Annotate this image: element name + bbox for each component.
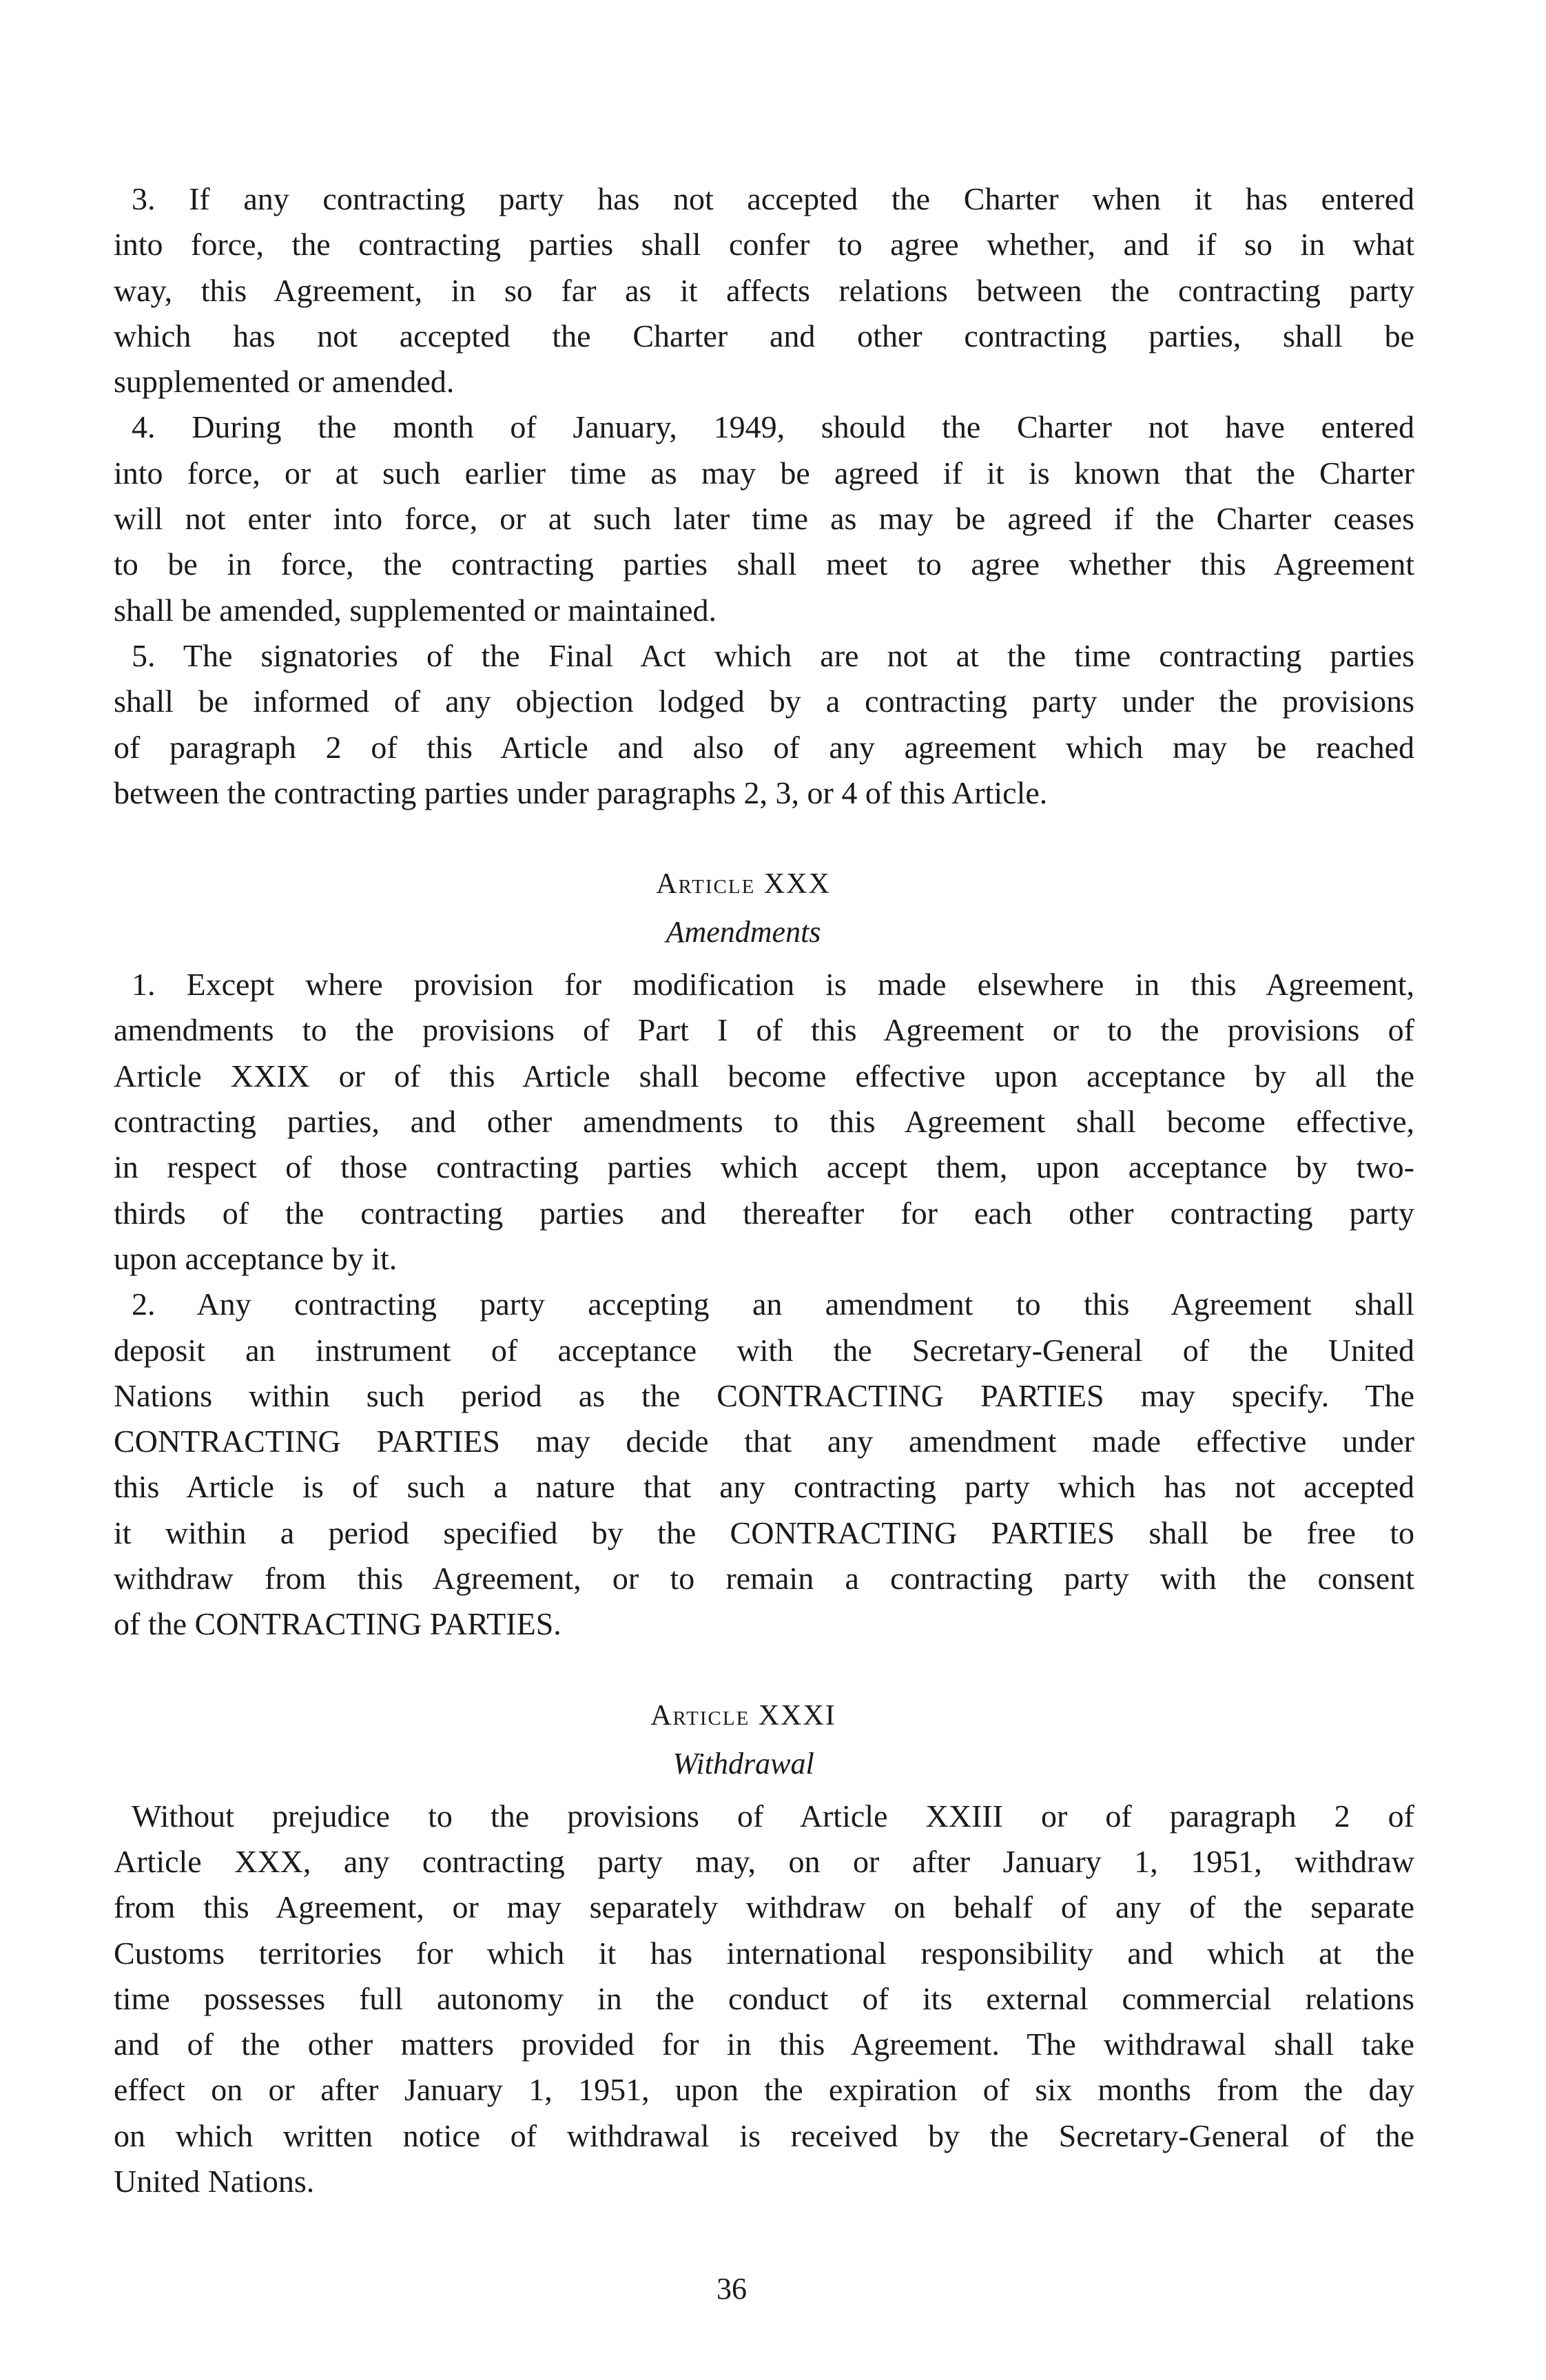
text-line: way, this Agreement, in so far as it affects relations between the contracting party: [114, 272, 1414, 308]
text-line: Nations within such period as the CONTRACTING PARTIES may specify. The: [114, 1377, 1414, 1413]
text-line: withdraw from this Agreement, or to remain a contracting party with the consent: [114, 1561, 1414, 1597]
paragraph: [114, 176, 1414, 404]
document-body: [114, 176, 1414, 2204]
text-line: Customs territories for which it has international responsibility and which at the: [114, 1935, 1414, 1971]
article-title: Withdrawal: [672, 1746, 814, 1781]
text-line: shall be amended, supplemented or maintained.: [114, 592, 717, 628]
paragraph: [114, 1282, 1414, 1647]
text-line: 2. Any contracting party accepting an amendment to this Agreement shall: [132, 1286, 1414, 1322]
page-number: 36: [717, 2272, 747, 2306]
text-line: 3. If any contracting party has not accepted the Charter when it has entered: [132, 181, 1414, 216]
text-line: shall be informed of any objection lodged by a contracting party under the provisions: [114, 684, 1414, 719]
text-line: into force, the contracting parties shall confer to agree whether, and if so in what: [114, 227, 1414, 263]
text-line: between the contracting parties under paragraphs 2, 3, or 4 of this Article.: [114, 774, 1048, 810]
text-line: upon acceptance by it.: [114, 1240, 398, 1276]
paragraph: [114, 404, 1414, 633]
text-line: United Nations.: [114, 2163, 315, 2199]
text-line: to be in force, the contracting parties shall meet to agree whether this Agreement: [114, 546, 1414, 582]
text-line: 4. During the month of January, 1949, should the Charter not have entered: [132, 409, 1414, 445]
text-line: Article XXIX or of this Article shall become effective upon acceptance by all the: [114, 1058, 1414, 1094]
text-line: Article XXX, any contracting party may, on or after January 1, 1951, withdraw: [114, 1843, 1414, 1879]
text-line: deposit an instrument of acceptance with the Secretary-General of the United: [114, 1332, 1414, 1368]
text-line: and of the other matters provided for in this Agreement. The withdrawal shall take: [114, 2027, 1414, 2062]
text-line: time possesses full autonomy in the conduct of its external commercial relations: [114, 1980, 1414, 2016]
paragraph: [114, 962, 1414, 1282]
article-title: Amendments: [666, 915, 821, 950]
text-line: into force, or at such earlier time as may be agreed if it is known that the Charter: [114, 455, 1414, 491]
text-line: this Article is of such a nature that any contracting party which has not accepted: [114, 1469, 1414, 1505]
text-line: in respect of those contracting parties which accept them, upon acceptance by two-: [114, 1149, 1414, 1185]
text-line: 1. Except where provision for modification is made elsewhere in this Agreement,: [132, 967, 1414, 1003]
article-heading: Article XXXI: [650, 1699, 836, 1732]
text-line: it within a period specified by the CONTRACTING PARTIES shall be free to: [114, 1515, 1414, 1550]
text-line: on which written notice of withdrawal is received by the Secretary-General of the: [114, 2117, 1414, 2153]
text-line: supplemented or amended.: [114, 364, 455, 400]
text-line: from this Agreement, or may separately withdraw on behalf of any of the separate: [114, 1889, 1414, 1925]
article-heading: Article XXX: [656, 868, 831, 901]
paragraph: [114, 633, 1414, 816]
text-line: of the CONTRACTING PARTIES.: [114, 1606, 561, 1642]
text-line: of paragraph 2 of this Article and also of any agreement which may be reached: [114, 729, 1414, 765]
text-line: effect on or after January 1, 1951, upon the expiration of six months from the day: [114, 2072, 1414, 2108]
text-line: which has not accepted the Charter and other contracting parties, shall be: [114, 318, 1414, 353]
text-line: 5. The signatories of the Final Act which are not at the time contracting parties: [132, 637, 1414, 673]
text-line: CONTRACTING PARTIES may decide that any amendment made effective under: [114, 1424, 1414, 1459]
text-line: thirds of the contracting parties and thereafter for each other contracting party: [114, 1195, 1414, 1231]
text-line: amendments to the provisions of Part I of this Agreement or to the provisions of: [114, 1012, 1414, 1048]
paragraph: [114, 1794, 1414, 2205]
text-line: contracting parties, and other amendments to this Agreement shall become effective,: [114, 1104, 1414, 1140]
text-line: Without prejudice to the provisions of Article XXIII or of paragraph 2 of: [132, 1798, 1414, 1834]
text-line: will not enter into force, or at such later time as may be agreed if the Charter ceases: [114, 501, 1414, 537]
